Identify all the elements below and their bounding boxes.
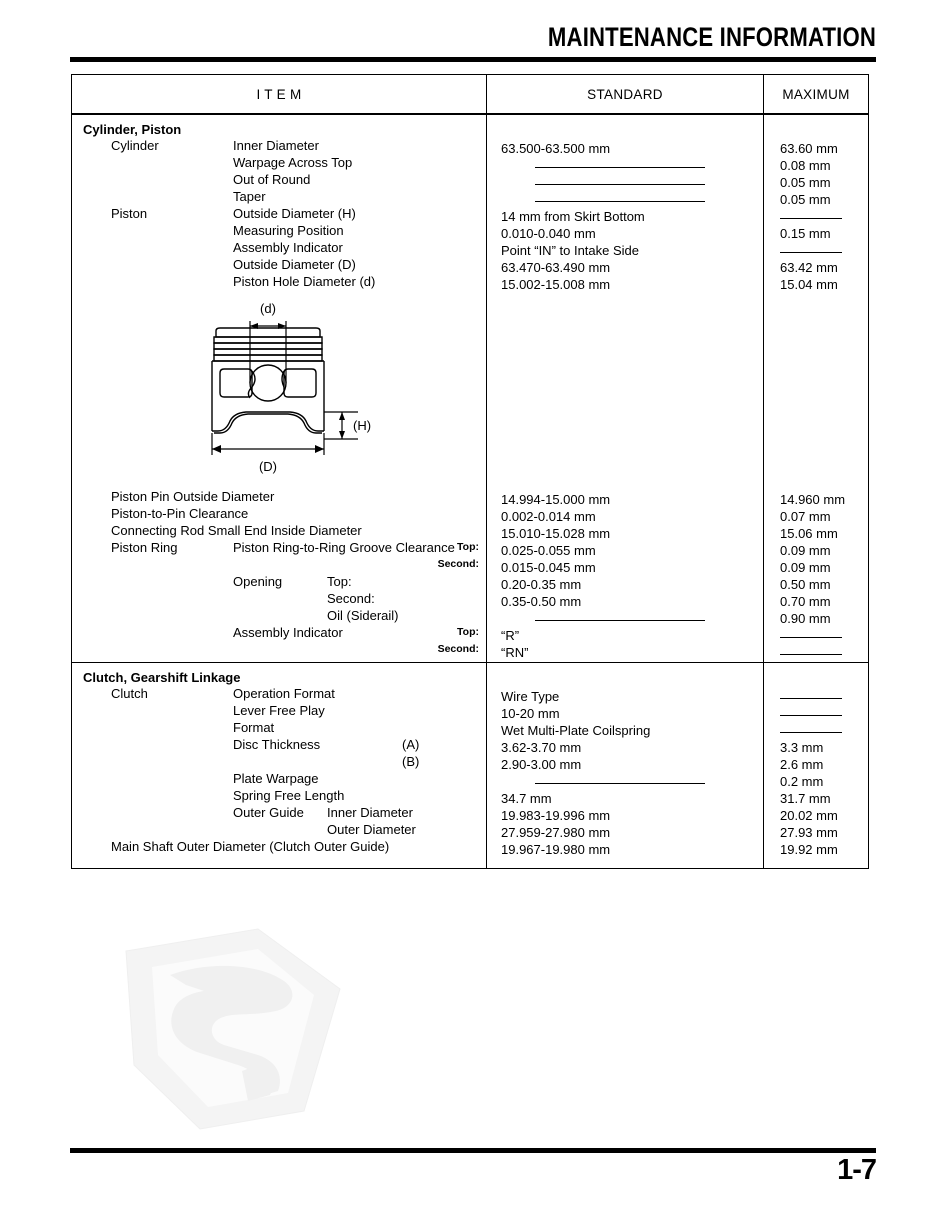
maximum-value: 15.04 mm xyxy=(780,277,838,292)
maximum-diagram-gap xyxy=(764,294,868,492)
standard-value: “R” xyxy=(501,628,520,643)
no-spec-dash xyxy=(535,783,705,784)
standard-value: 27.959-27.980 mm xyxy=(501,825,611,840)
diagram-label-d: (d) xyxy=(260,301,276,316)
table-row xyxy=(72,557,486,574)
maximum-value: 0.15 mm xyxy=(780,226,831,241)
standard-value: 14 mm from Skirt Bottom xyxy=(501,209,645,224)
diagram-label-h: (H) xyxy=(353,418,372,433)
standard-values-upper xyxy=(487,141,763,294)
row-item: Format xyxy=(233,720,275,735)
section-title: Cylinder, Piston xyxy=(83,122,182,137)
item-rows-upper xyxy=(72,138,486,291)
header-rule xyxy=(70,57,876,62)
maximum-value: 20.02 mm xyxy=(780,808,838,823)
row-item: Operation Format xyxy=(233,686,335,701)
maximum-value: 3.3 mm xyxy=(780,740,824,755)
standard-value xyxy=(487,774,763,791)
maximum-values-upper xyxy=(764,141,868,294)
no-spec-dash xyxy=(535,184,705,185)
no-spec-dash xyxy=(780,698,842,699)
standard-value xyxy=(487,175,763,192)
section-maximum-column xyxy=(763,663,868,868)
specifications-table xyxy=(71,74,869,869)
table-row xyxy=(72,257,486,274)
table-row xyxy=(72,737,486,754)
row-item: Out of Round xyxy=(233,172,311,187)
maximum-value: 0.05 mm xyxy=(780,175,831,190)
maximum-value: 0.50 mm xyxy=(780,577,831,592)
table-row xyxy=(72,625,486,642)
maximum-value xyxy=(764,209,868,226)
standard-value: 34.7 mm xyxy=(501,791,552,806)
page-header xyxy=(70,24,876,62)
row-item: Main Shaft Outer Diameter (Clutch Outer Guide) xyxy=(111,839,390,854)
standard-value: 14.994-15.000 mm xyxy=(501,492,611,507)
standard-value: 3.62-3.70 mm xyxy=(501,740,582,755)
row-sublabel: Second: xyxy=(437,643,479,655)
row-item: Assembly Indicator xyxy=(233,625,343,640)
standard-value: 15.002-15.008 mm xyxy=(501,277,611,292)
row-item: Lever Free Play xyxy=(233,703,325,718)
viper-shield-watermark xyxy=(108,915,348,1145)
maximum-value: 0.2 mm xyxy=(780,774,824,789)
maximum-value xyxy=(764,689,868,706)
standard-value: Wet Multi-Plate Coilspring xyxy=(501,723,651,738)
row-item: Piston Pin Outside Diameter xyxy=(111,489,275,504)
row-item: Outside Diameter (H) xyxy=(233,206,356,221)
maximum-value: 0.09 mm xyxy=(780,543,831,558)
table-row xyxy=(72,523,486,540)
row-item: Inner Diameter xyxy=(233,138,319,153)
row-item: Assembly Indicator xyxy=(233,240,343,255)
column-header-maximum: MAXIMUM xyxy=(763,75,868,113)
row-item: Opening xyxy=(233,574,283,589)
maximum-value xyxy=(764,645,868,662)
section-standard-column xyxy=(486,115,763,662)
maximum-value: 0.90 mm xyxy=(780,611,831,626)
maximum-value: 0.09 mm xyxy=(780,560,831,575)
table-row xyxy=(72,754,486,771)
maximum-value: 0.70 mm xyxy=(780,594,831,609)
standard-value xyxy=(487,192,763,209)
table-row xyxy=(72,839,486,856)
table-row xyxy=(72,540,486,557)
table-row xyxy=(72,720,486,737)
row-item: Measuring Position xyxy=(233,223,344,238)
maximum-value: 31.7 mm xyxy=(780,791,831,806)
row-item: Outside Diameter (D) xyxy=(233,257,356,272)
row-item: Piston Ring-to-Ring Groove Clearance xyxy=(233,540,455,555)
no-spec-dash xyxy=(780,654,842,655)
maximum-value xyxy=(764,243,868,260)
standard-value: 2.90-3.00 mm xyxy=(501,757,582,772)
row-subitem: Oil (Siderail) xyxy=(327,608,399,623)
maximum-value: 0.07 mm xyxy=(780,509,831,524)
maximum-values-lower xyxy=(764,492,868,662)
row-subitem: Inner Diameter xyxy=(327,805,413,820)
piston-cross-section-diagram xyxy=(190,299,380,484)
no-spec-dash xyxy=(535,620,705,621)
row-sublabel: Top: xyxy=(457,541,479,553)
section-cylinder-piston xyxy=(72,115,868,662)
row-subitem: Top: xyxy=(327,574,352,589)
table-header-row xyxy=(72,75,868,115)
table-row xyxy=(72,138,486,155)
section-item-column xyxy=(72,115,486,662)
no-spec-dash xyxy=(780,732,842,733)
standard-value xyxy=(487,611,763,628)
table-row xyxy=(72,223,486,240)
item-rows xyxy=(72,686,486,856)
maximum-value: 0.05 mm xyxy=(780,192,831,207)
table-row xyxy=(72,189,486,206)
table-row xyxy=(72,155,486,172)
row-item: Disc Thickness xyxy=(233,737,321,752)
maximum-value: 15.06 mm xyxy=(780,526,838,541)
standard-value: 63.500-63.500 mm xyxy=(501,141,611,156)
standard-value: 63.470-63.490 mm xyxy=(501,260,611,275)
column-header-item: I T E M xyxy=(256,86,302,102)
row-subitem: Second: xyxy=(327,591,375,606)
standard-value: 0.025-0.055 mm xyxy=(501,543,596,558)
standard-value xyxy=(487,158,763,175)
table-row xyxy=(72,506,486,523)
standard-value: Point “IN” to Intake Side xyxy=(501,243,640,258)
maximum-value: 2.6 mm xyxy=(780,757,824,772)
standard-value: 0.015-0.045 mm xyxy=(501,560,596,575)
row-sublabel: Second: xyxy=(437,558,479,570)
table-row xyxy=(72,489,486,506)
table-row xyxy=(72,788,486,805)
row-item: Spring Free Length xyxy=(233,788,345,803)
table-row xyxy=(72,172,486,189)
page-footer xyxy=(70,1148,876,1185)
row-sublabel: Top: xyxy=(457,626,479,638)
table-row xyxy=(72,805,486,822)
section-clutch-gearshift xyxy=(72,662,868,868)
section-item-column xyxy=(72,663,486,868)
standard-value: 0.20-0.35 mm xyxy=(501,577,582,592)
table-row xyxy=(72,574,486,591)
table-row xyxy=(72,686,486,703)
table-row xyxy=(72,240,486,257)
standard-value: 15.010-15.028 mm xyxy=(501,526,611,541)
maximum-value: 63.42 mm xyxy=(780,260,838,275)
row-variant: (A) xyxy=(402,737,420,752)
table-row xyxy=(72,703,486,720)
page-number: 1-7 xyxy=(837,1154,876,1186)
standard-value: 0.010-0.040 mm xyxy=(501,226,596,241)
row-item: Piston-to-Pin Clearance xyxy=(111,506,249,521)
maximum-value: 0.08 mm xyxy=(780,158,831,173)
row-item: Plate Warpage xyxy=(233,771,319,786)
row-item: Taper xyxy=(233,189,266,204)
maximum-value: 14.960 mm xyxy=(780,492,846,507)
maximum-value: 19.92 mm xyxy=(780,842,838,857)
table-row xyxy=(72,608,486,625)
table-row xyxy=(72,591,486,608)
standard-value: 19.983-19.996 mm xyxy=(501,808,611,823)
table-row xyxy=(72,274,486,291)
row-group: Piston xyxy=(111,206,148,221)
item-rows-lower xyxy=(72,489,486,659)
table-row xyxy=(72,206,486,223)
standard-value: 10-20 mm xyxy=(501,706,560,721)
table-row xyxy=(72,771,486,788)
standard-value: “RN” xyxy=(501,645,529,660)
table-row xyxy=(72,822,486,839)
row-subitem: Outer Diameter xyxy=(327,822,416,837)
no-spec-dash xyxy=(780,637,842,638)
row-item: Connecting Rod Small End Inside Diameter xyxy=(111,523,362,538)
row-item: Piston Hole Diameter (d) xyxy=(233,274,376,289)
maximum-value: 63.60 mm xyxy=(780,141,838,156)
no-spec-dash xyxy=(535,167,705,168)
standard-value: Wire Type xyxy=(501,689,560,704)
no-spec-dash xyxy=(780,218,842,219)
row-variant: (B) xyxy=(402,754,420,769)
no-spec-dash xyxy=(780,252,842,253)
section-standard-column xyxy=(486,663,763,868)
maximum-value xyxy=(764,723,868,740)
section-maximum-column xyxy=(763,115,868,662)
row-group: Piston Ring xyxy=(111,540,178,555)
no-spec-dash xyxy=(780,715,842,716)
page-title: MAINTENANCE INFORMATION xyxy=(547,22,876,52)
diagram-label-big-d: (D) xyxy=(258,459,278,474)
maximum-value xyxy=(764,706,868,723)
row-group: Clutch xyxy=(111,686,148,701)
section-title: Clutch, Gearshift Linkage xyxy=(83,670,241,685)
column-header-standard: STANDARD xyxy=(486,75,763,113)
row-group: Cylinder xyxy=(111,138,159,153)
standard-diagram-gap xyxy=(487,294,763,492)
standard-value: 0.35-0.50 mm xyxy=(501,594,582,609)
diagram-area xyxy=(72,291,486,489)
standard-value: 0.002-0.014 mm xyxy=(501,509,596,524)
maximum-values xyxy=(764,689,868,859)
maximum-value xyxy=(764,628,868,645)
no-spec-dash xyxy=(535,201,705,202)
table-row xyxy=(72,642,486,659)
standard-values xyxy=(487,689,763,859)
maximum-value: 27.93 mm xyxy=(780,825,838,840)
standard-value: 19.967-19.980 mm xyxy=(501,842,611,857)
row-item: Warpage Across Top xyxy=(233,155,353,170)
standard-values-lower xyxy=(487,492,763,662)
row-item: Outer Guide xyxy=(233,805,304,820)
